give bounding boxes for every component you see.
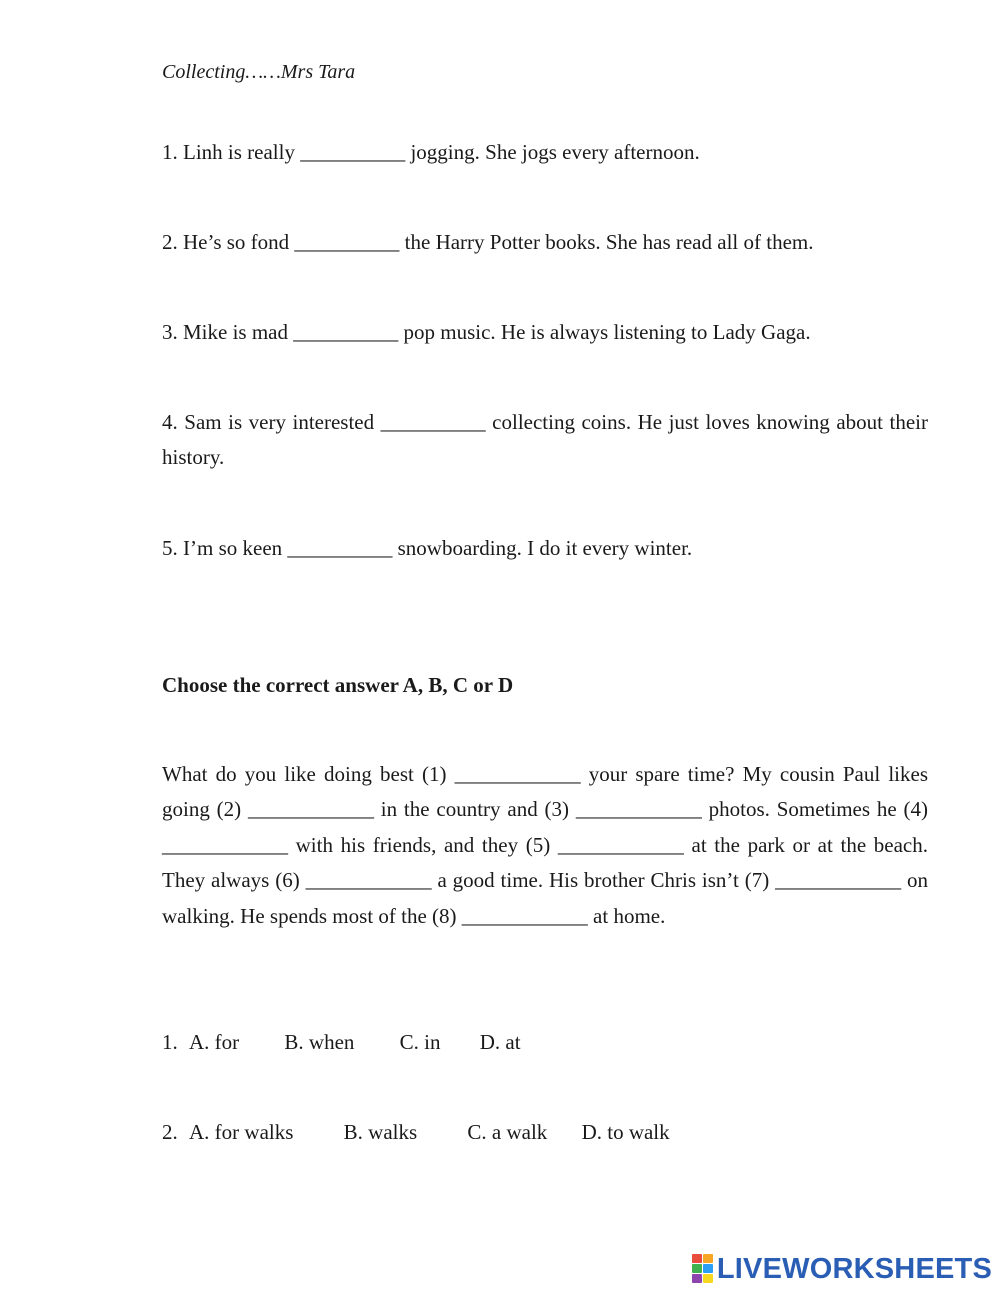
cloze-passage: What do you like doing best (1) ____________ your spare time? My cousin Paul likes going (2) ____________ in the country and (3) ____________ photos. Sometimes he (4) ____________ with his friends, and they (5) ____________ at the park or at the beach. They always (6) ____________ a good time. His brother Chris isn’t (7) ____________ on walking. He spends most of the (8) ____________ at home. bbox=[162, 762, 928, 928]
logo-block bbox=[703, 1264, 713, 1273]
logo-blocks-icon bbox=[692, 1254, 714, 1284]
logo-block bbox=[692, 1254, 702, 1263]
options-number: 1. bbox=[162, 1030, 178, 1054]
question-3: 3. Mike is mad __________ pop music. He is always listening to Lady Gaga. bbox=[162, 320, 811, 344]
option-d: D. at bbox=[479, 1030, 521, 1054]
options-number: 2. bbox=[162, 1120, 178, 1144]
option-b: B. walks bbox=[343, 1120, 418, 1144]
section-heading: Choose the correct answer A, B, C or D bbox=[162, 673, 514, 697]
options-row-2 bbox=[162, 1115, 670, 1150]
option-c: C. in bbox=[399, 1030, 441, 1054]
option-d: D. to walk bbox=[581, 1120, 670, 1144]
logo-block bbox=[692, 1274, 702, 1283]
option-a: A. for walks bbox=[189, 1120, 294, 1144]
page-header: Collecting……Mrs Tara bbox=[162, 61, 356, 83]
liveworksheets-logo[interactable] bbox=[692, 1252, 992, 1286]
question-1: 1. Linh is really __________ jogging. She jogs every afternoon. bbox=[162, 140, 700, 164]
option-b: B. when bbox=[284, 1030, 355, 1054]
option-a: A. for bbox=[189, 1030, 240, 1054]
logo-block bbox=[692, 1264, 702, 1273]
question-5: 5. I’m so keen __________ snowboarding. I do it every winter. bbox=[162, 536, 693, 560]
question-4: 4. Sam is very interested __________ collecting coins. He just loves knowing about their history. bbox=[162, 410, 928, 470]
logo-block bbox=[703, 1274, 713, 1283]
logo-text: LIVEWORKSHEETS bbox=[716, 1253, 992, 1285]
options-row-1 bbox=[162, 1025, 521, 1060]
option-c: C. a walk bbox=[467, 1120, 548, 1144]
logo-block bbox=[703, 1254, 713, 1263]
question-2: 2. He’s so fond __________ the Harry Potter books. She has read all of them. bbox=[162, 230, 814, 254]
